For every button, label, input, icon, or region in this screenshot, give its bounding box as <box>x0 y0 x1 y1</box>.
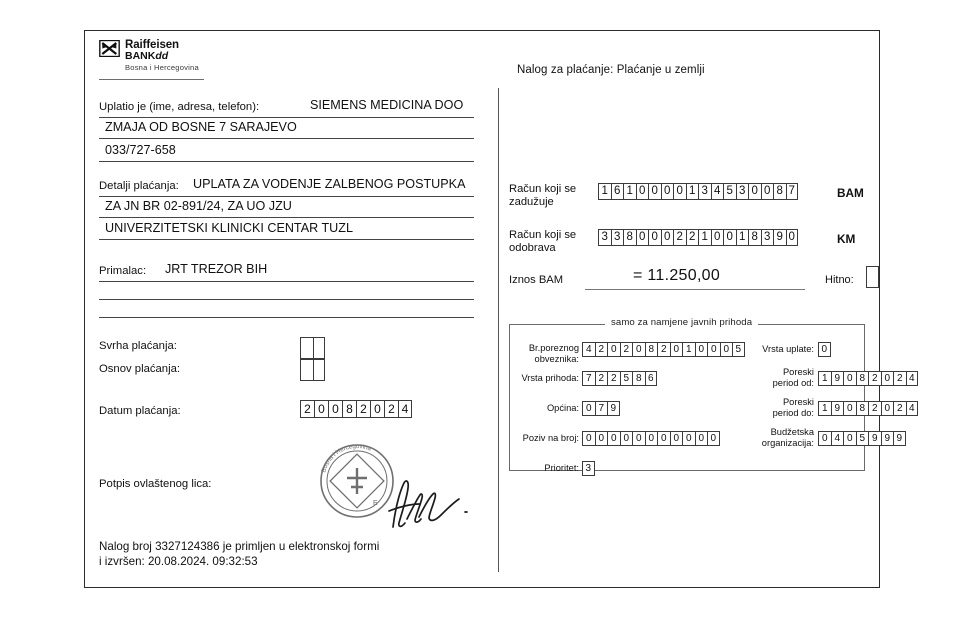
debit-account-cell[interactable]: 4 <box>711 183 724 200</box>
debit-account-cell[interactable]: 1 <box>686 183 699 200</box>
debit-account-cell[interactable]: 0 <box>648 183 661 200</box>
recipient-rule-2 <box>99 299 474 300</box>
payer-phone-rule <box>99 161 474 162</box>
credit-account-boxes[interactable] <box>598 229 798 246</box>
reference-number-cell[interactable]: 0 <box>595 431 608 446</box>
purpose-label: Svrha plaćanja: <box>99 340 177 352</box>
reference-number-cell[interactable]: 0 <box>620 431 633 446</box>
reference-number-cell[interactable]: 0 <box>632 431 645 446</box>
credit-account-cell[interactable]: 0 <box>711 229 724 246</box>
debit-account-boxes[interactable] <box>598 183 798 200</box>
credit-account-cell[interactable]: 3 <box>598 229 611 246</box>
period-to-cell[interactable]: 4 <box>906 401 919 416</box>
taxpayer-number-cell[interactable]: 2 <box>657 342 670 357</box>
credit-account-cell[interactable]: 0 <box>636 229 649 246</box>
period-to-cell[interactable]: 1 <box>818 401 831 416</box>
recipient-rule-1 <box>99 281 474 282</box>
period-to-cell[interactable]: 0 <box>843 401 856 416</box>
details-label: Detalji plaćanja: <box>99 180 179 192</box>
taxpayer-number-label-line2: obveznika: <box>534 353 579 364</box>
taxpayer-number-cell[interactable]: 0 <box>670 342 683 357</box>
reference-number-boxes[interactable] <box>582 431 720 446</box>
period-from-cell[interactable]: 8 <box>856 371 869 386</box>
document-title: Nalog za plaćanje: Plaćanje u zemlji <box>517 64 705 76</box>
public-revenue-legend: samo za namjene javnih prihoda <box>605 317 758 328</box>
amount-rule <box>585 289 805 290</box>
credit-account-cell[interactable]: 9 <box>773 229 786 246</box>
municipality-cell[interactable]: 9 <box>607 401 620 416</box>
payer-name-rule <box>99 117 474 118</box>
reference-number-cell[interactable]: 0 <box>707 431 720 446</box>
taxpayer-number-cell[interactable]: 0 <box>632 342 645 357</box>
period-to-cell[interactable]: 8 <box>856 401 869 416</box>
period-from-cell[interactable]: 4 <box>906 371 919 386</box>
period-to-cell[interactable]: 2 <box>893 401 906 416</box>
svg-text:Bosna i Hercegovina: Bosna i Hercegovina <box>320 442 373 474</box>
svg-text:E: E <box>373 500 378 507</box>
taxpayer-number-cell[interactable]: 0 <box>720 342 733 357</box>
debit-account-cell[interactable]: 0 <box>761 183 774 200</box>
payer-address-rule <box>99 138 474 139</box>
execution-note <box>99 540 379 569</box>
payment-type-cell[interactable]: 0 <box>818 342 831 357</box>
handwritten-signature-icon <box>385 471 475 536</box>
details-line-3: UNIVERZITETSKI KLINICKI CENTAR TUZL <box>105 221 353 235</box>
reference-number-cell[interactable]: 0 <box>645 431 658 446</box>
credit-account-label-line2: odobrava <box>509 241 556 254</box>
debit-account-cell[interactable]: 0 <box>673 183 686 200</box>
taxpayer-number-label <box>515 343 579 364</box>
debit-account-label-line2: zadužuje <box>509 195 554 208</box>
revenue-type-cell[interactable]: 6 <box>645 371 658 386</box>
payment-date-cell[interactable]: 2 <box>300 400 314 418</box>
period-to-boxes[interactable] <box>818 401 918 416</box>
payment-date-cell[interactable]: 2 <box>384 400 398 418</box>
period-to-cell[interactable]: 9 <box>831 401 844 416</box>
recipient-value: JRT TREZOR BIH <box>165 262 268 276</box>
credit-account-cell[interactable]: 0 <box>723 229 736 246</box>
budget-organization-cell[interactable]: 5 <box>856 431 869 446</box>
revenue-type-cell[interactable]: 7 <box>582 371 595 386</box>
basis-code-cell[interactable] <box>300 359 313 381</box>
reference-number-label: Poziv na broj: <box>522 433 579 443</box>
budget-organization-label-line1: Budžetska <box>770 427 814 437</box>
credit-account-cell[interactable]: 2 <box>686 229 699 246</box>
bank-name-line2: BANK <box>125 50 156 62</box>
revenue-type-boxes[interactable] <box>582 371 657 386</box>
period-from-label-line1: Poreski <box>782 367 814 377</box>
taxpayer-number-cell[interactable]: 2 <box>595 342 608 357</box>
taxpayer-number-cell[interactable]: 2 <box>620 342 633 357</box>
credit-currency: KM <box>837 232 856 246</box>
debit-account-cell[interactable]: 0 <box>636 183 649 200</box>
taxpayer-number-cell[interactable]: 0 <box>695 342 708 357</box>
municipality-boxes[interactable] <box>582 401 620 416</box>
reference-number-cell[interactable]: 0 <box>657 431 670 446</box>
credit-account-cell[interactable]: 3 <box>611 229 624 246</box>
budget-organization-cell[interactable]: 9 <box>893 431 906 446</box>
details-rule-1 <box>99 196 474 197</box>
municipality-label: Općina: <box>546 403 579 413</box>
payment-date-cell[interactable]: 0 <box>328 400 342 418</box>
credit-account-cell[interactable]: 0 <box>786 229 799 246</box>
revenue-type-cell[interactable]: 2 <box>595 371 608 386</box>
budget-organization-label <box>725 427 814 448</box>
budget-organization-label-line2: organizacija: <box>761 437 814 448</box>
period-from-cell[interactable]: 0 <box>843 371 856 386</box>
credit-account-cell[interactable]: 3 <box>761 229 774 246</box>
period-from-cell[interactable]: 1 <box>818 371 831 386</box>
details-line-2: ZA JN BR 02-891/24, ZA UO JZU <box>105 199 292 213</box>
priority-boxes[interactable] <box>582 461 595 476</box>
taxpayer-number-cell[interactable]: 4 <box>582 342 595 357</box>
period-to-label-line1: Poreski <box>782 397 814 407</box>
reference-number-cell[interactable]: 0 <box>607 431 620 446</box>
municipality-cell[interactable]: 7 <box>595 401 608 416</box>
budget-organization-cell[interactable]: 0 <box>818 431 831 446</box>
bank-country: Bosna i Hercegovina <box>125 63 199 72</box>
payment-date-cell[interactable]: 2 <box>356 400 370 418</box>
priority-label: Prioritet: <box>544 463 579 473</box>
debit-account-cell[interactable]: 0 <box>748 183 761 200</box>
period-to-label-line2: period do: <box>772 407 814 418</box>
taxpayer-number-cell[interactable]: 1 <box>682 342 695 357</box>
recipient-rule-3 <box>99 317 474 318</box>
reference-number-cell[interactable]: 0 <box>695 431 708 446</box>
bank-legal-form: dd <box>155 50 169 62</box>
reference-number-cell[interactable]: 0 <box>582 431 595 446</box>
period-from-cell[interactable]: 2 <box>868 371 881 386</box>
taxpayer-number-boxes[interactable] <box>582 342 745 357</box>
debit-account-label <box>509 183 576 208</box>
amount-label: Iznos BAM <box>509 274 564 286</box>
taxpayer-number-cell[interactable]: 0 <box>607 342 620 357</box>
debit-account-cell[interactable]: 3 <box>698 183 711 200</box>
details-line-1: UPLATA ZA VODENJE ZALBENOG POSTUPKA <box>193 177 466 191</box>
urgent-label: Hitno: <box>825 274 854 286</box>
amount-value: = 11.250,00 <box>633 267 721 284</box>
payer-name: SIEMENS MEDICINA DOO <box>310 98 464 112</box>
payment-date-cell[interactable]: 0 <box>370 400 384 418</box>
credit-account-label-line1: Račun koji se <box>509 229 577 241</box>
bank-name-line1: Raiffeisen <box>125 39 179 51</box>
budget-organization-boxes[interactable] <box>818 431 906 446</box>
payer-address: ZMAJA OD BOSNE 7 SARAJEVO <box>105 120 297 134</box>
debit-account-cell[interactable]: 1 <box>598 183 611 200</box>
credit-account-cell[interactable]: 1 <box>736 229 749 246</box>
credit-account-cell[interactable]: 0 <box>661 229 674 246</box>
reference-number-cell[interactable]: 0 <box>682 431 695 446</box>
execution-note-line1: Nalog broj 3327124386 je primljen u elektronskoj formi <box>99 540 380 553</box>
logo-divider <box>99 79 204 80</box>
budget-organization-cell[interactable]: 4 <box>831 431 844 446</box>
details-rule-2 <box>99 217 474 218</box>
payment-date-cell[interactable]: 8 <box>342 400 356 418</box>
urgent-checkbox[interactable] <box>866 266 879 288</box>
signature-label: Potpis ovlaštenog lica: <box>99 478 212 490</box>
debit-account-label-line1: Račun koji se <box>509 183 577 195</box>
priority-cell[interactable]: 3 <box>582 461 595 476</box>
column-divider <box>498 88 499 572</box>
period-to-cell[interactable]: 2 <box>868 401 881 416</box>
taxpayer-number-cell[interactable]: 8 <box>645 342 658 357</box>
period-to-label <box>725 397 814 418</box>
debit-account-cell[interactable]: 3 <box>736 183 749 200</box>
credit-account-cell[interactable]: 8 <box>623 229 636 246</box>
purpose-code-boxes[interactable] <box>300 337 325 359</box>
taxpayer-number-cell[interactable]: 0 <box>707 342 720 357</box>
reference-number-cell[interactable]: 0 <box>670 431 683 446</box>
taxpayer-number-cell[interactable]: 5 <box>732 342 745 357</box>
purpose-code-cell[interactable] <box>313 337 326 359</box>
revenue-type-label: Vrsta prihoda: <box>521 373 579 383</box>
payment-date-cell[interactable]: 4 <box>398 400 412 418</box>
taxpayer-number-label-line1: Br.poreznog <box>528 343 579 353</box>
debit-account-cell[interactable]: 8 <box>773 183 786 200</box>
credit-account-cell[interactable]: 1 <box>698 229 711 246</box>
payer-label: Uplatio je (ime, adresa, telefon): <box>99 101 260 113</box>
period-from-cell[interactable]: 0 <box>881 371 894 386</box>
payment-type-label: Vrsta uplate: <box>762 344 814 354</box>
payment-order-form <box>84 30 915 588</box>
debit-currency: BAM <box>837 186 864 200</box>
period-from-cell[interactable]: 2 <box>893 371 906 386</box>
period-from-label-line2: period od: <box>772 377 814 388</box>
period-from-label <box>725 367 814 388</box>
credit-account-cell[interactable]: 8 <box>748 229 761 246</box>
execution-note-line2: i izvršen: 20.08.2024. 09:32:53 <box>99 554 258 568</box>
credit-account-cell[interactable]: 0 <box>648 229 661 246</box>
purpose-code-cell[interactable] <box>300 337 313 359</box>
debit-account-cell[interactable]: 1 <box>623 183 636 200</box>
period-from-cell[interactable]: 9 <box>831 371 844 386</box>
payment-date-boxes[interactable] <box>300 400 412 418</box>
payer-phone: 033/727-658 <box>105 143 176 157</box>
budget-organization-cell[interactable]: 9 <box>881 431 894 446</box>
basis-label: Osnov plaćanja: <box>99 363 181 375</box>
period-from-boxes[interactable] <box>818 371 918 386</box>
debit-account-cell[interactable]: 5 <box>723 183 736 200</box>
debit-account-cell[interactable]: 0 <box>661 183 674 200</box>
budget-organization-cell[interactable]: 9 <box>868 431 881 446</box>
payment-type-boxes[interactable] <box>818 342 831 357</box>
basis-code-boxes[interactable] <box>300 359 325 381</box>
details-rule-3 <box>99 239 474 240</box>
basis-code-cell[interactable] <box>313 359 326 381</box>
debit-account-cell[interactable]: 6 <box>611 183 624 200</box>
budget-organization-cell[interactable]: 0 <box>843 431 856 446</box>
revenue-type-cell[interactable]: 8 <box>632 371 645 386</box>
recipient-label: Primalac: <box>99 265 147 277</box>
credit-account-cell[interactable]: 2 <box>673 229 686 246</box>
revenue-type-cell[interactable]: 5 <box>620 371 633 386</box>
municipality-cell[interactable]: 0 <box>582 401 595 416</box>
payment-date-cell[interactable]: 0 <box>314 400 328 418</box>
revenue-type-cell[interactable]: 2 <box>607 371 620 386</box>
debit-account-cell[interactable]: 7 <box>786 183 799 200</box>
credit-account-label <box>509 229 576 254</box>
payment-date-label: Datum plaćanja: <box>99 405 181 417</box>
raiffeisen-crossed-horseheads-icon <box>99 40 120 57</box>
period-to-cell[interactable]: 0 <box>881 401 894 416</box>
bank-logo <box>99 40 249 72</box>
